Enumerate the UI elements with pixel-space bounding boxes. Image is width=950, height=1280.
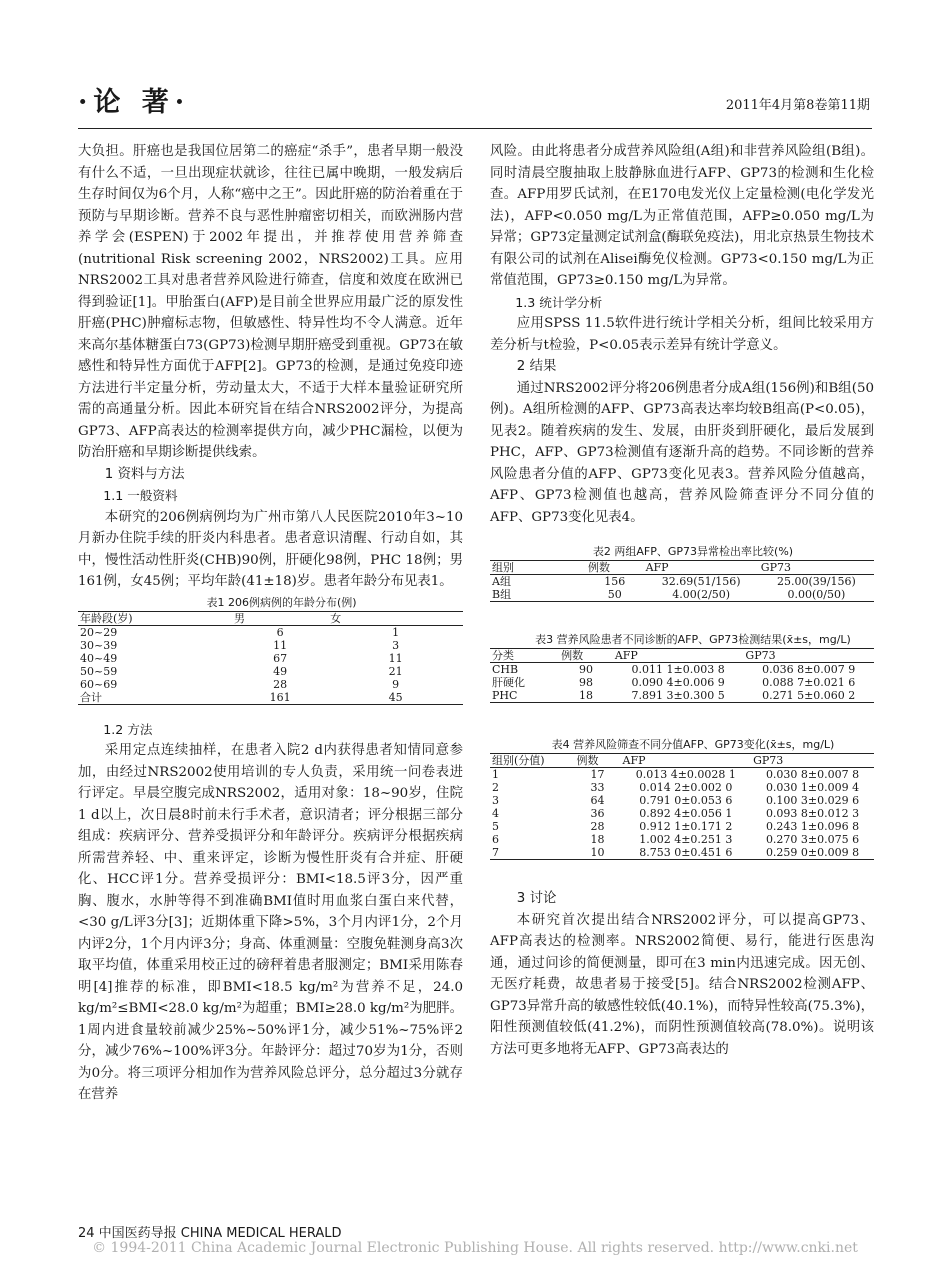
table-2-grid	[490, 560, 874, 602]
table-cell: 98	[578, 676, 593, 689]
table-cell: 161	[232, 691, 328, 705]
col-header: 例数	[574, 754, 620, 768]
table-cell: 49	[273, 664, 288, 678]
table-cell: 0.259 0±0.009 8	[751, 846, 874, 860]
table-cell: 60~69	[80, 677, 118, 691]
table-row	[490, 663, 874, 677]
table-cell: 90	[578, 663, 593, 676]
table-cell: 3	[392, 638, 400, 652]
table-cell: 17	[590, 768, 605, 781]
col-header: AFP	[621, 754, 752, 768]
table-cell: 30~39	[80, 638, 118, 652]
table-cell: 45	[328, 691, 463, 705]
table-cell: B组	[490, 588, 586, 602]
section-label: ·论 著·	[78, 87, 191, 118]
table-3-caption: 表3 营养风险患者不同诊断的AFP、GP73检测结果(x̄±s，mg/L)	[535, 633, 851, 646]
table-cell: 10	[574, 846, 620, 860]
table-cell: 18	[559, 689, 613, 703]
table-cell: 20~29	[80, 625, 118, 639]
table-cell: 0.791 0±0.053 6	[639, 794, 733, 807]
table-cell: 0.270 3±0.075 6	[765, 833, 860, 846]
table-cell: 8.753 0±0.451 6	[621, 846, 752, 860]
paragraph-statistics: 应用SPSS 11.5软件进行统计学相关分析，组间比较采用方差分析与t检验，P<0.05表示差异有统计学意义。	[490, 316, 874, 353]
col-header: 分类	[490, 649, 559, 663]
heading-general-data: 1.1 一般资料	[103, 488, 178, 503]
page-footer: 24 中国医药导报 CHINA MEDICAL HERALD	[78, 1226, 342, 1241]
table-header-row	[490, 754, 874, 768]
col-header: GP73	[743, 649, 874, 663]
table-row	[78, 691, 463, 705]
table-row	[490, 575, 874, 589]
table-cell: 0.030 1±0.009 4	[765, 781, 860, 794]
paragraph-method: 采用定点连续抽样，在患者入院2 d内获得患者知情同意参加，由经过NRS2002使用培训的专人负责，采用统一问卷表进行评定。早晨空腹完成NRS2002，适用对象：18~90岁，住院1 d以上，次日晨8时前未行手术者，意识清者；评分根据三部分组成：疾病评分、营养受损评分和年龄评分。疾病评分根据疾病所需营养轻、中、重来评定，诊断为慢性肝炎有合并症、肝硬化、HCC评1分。营养受损评分：BMI<18.5评3分，因严重胸、腹水，水肿等得不到准确BMI值时用血浆白蛋白来代替，<30 g/L评3分[3]；近期体重下降>5%，3个月内评1分，2个月内评2分，1个月内评3分；身高、体重测量：空腹免鞋测身高3次取平均值，体重采用校正过的磅秤着患者服测定；BMI采用陈春明[4]推荐的标准，即BMI<18.5 kg/m²为营养不足，24.0 kg/m²≤BMI<28.0 kg/m²为超重；BMI≥28.0 kg/m²为肥胖。1周内进食量较前减少25%~50%评1分，减少51%~75%评2分，减少76%~100%评3分。年龄评分：超过70岁为1分，否则为0分。将三项评分相加作为营养风险总评分，总分超过3分就存在营养	[78, 743, 463, 1102]
table-1-body	[78, 625, 463, 704]
table-cell: PHC	[490, 689, 559, 703]
col-header: 组别	[490, 561, 586, 575]
table-row	[490, 768, 874, 782]
table-row	[490, 846, 874, 860]
table-cell: 25.00(39/156)	[777, 575, 856, 588]
table-row	[490, 833, 874, 846]
table-cell: 4	[492, 807, 499, 820]
table-cell: 1	[492, 768, 499, 781]
table-1	[78, 595, 463, 705]
table-header-row	[490, 561, 874, 575]
col-header: GP73	[759, 561, 874, 575]
table-cell: 0.093 8±0.012 3	[765, 807, 860, 820]
table-4-grid	[490, 753, 874, 860]
table-cell: 28	[590, 820, 605, 833]
issue-info: 2011年4月第8卷第11期	[725, 98, 870, 113]
table-row	[78, 665, 463, 678]
col-header: 女	[328, 611, 463, 625]
table-cell: 1	[392, 625, 400, 639]
table-cell: 64	[590, 794, 605, 807]
table-cell: 67	[273, 651, 288, 665]
table-cell: 9	[392, 677, 400, 691]
table-cell: 32.69(51/156)	[661, 575, 741, 588]
table-cell: 6	[492, 833, 499, 846]
table-cell: 合计	[78, 691, 232, 705]
table-cell: 0.892 4±0.056 1	[639, 807, 733, 820]
table-cell: 0.271 5±0.060 2	[743, 689, 874, 703]
table-row	[490, 689, 874, 703]
table-row	[490, 676, 874, 689]
table-cell: 0.088 7±0.021 6	[762, 676, 856, 689]
table-3-grid	[490, 648, 874, 703]
col-header: 男	[232, 611, 328, 625]
table-cell: 18	[590, 833, 605, 846]
col-header: AFP	[613, 649, 744, 663]
table-row	[78, 639, 463, 652]
table-cell: 0.912 1±0.171 2	[639, 820, 733, 833]
table-row	[78, 652, 463, 665]
col-header: 组别(分值)	[490, 754, 574, 768]
table-1-caption: 表1 206例病例的年龄分布(例)	[206, 595, 357, 609]
table-cell: 肝硬化	[492, 676, 525, 689]
col-header: 例数	[586, 561, 644, 575]
table-row	[490, 794, 874, 807]
table-row	[490, 820, 874, 833]
paragraph-general-data: 本研究的206例病例均为广州市第八人民医院2010年3~10月新办住院手续的肝炎内科患者。患者意识清醒、行动自如，其中，慢性活动性肝炎(CHB)90例，肝硬化98例，PHC 18例；男161例，女45例；平均年龄(41±18)岁。患者年龄分布见表1。	[78, 509, 463, 589]
table-cell: 1.002 4±0.251 3	[639, 833, 733, 846]
heading-discussion: 3 讨论	[516, 891, 557, 906]
paragraph-intro: 大负担。肝癌也是我国位居第二的癌症“杀手”，患者早期一般没有什么不适，一旦出现症状就诊，往往已属中晚期，一般发病后生存时间仅为6个月，人称“癌中之王”。因此肝癌的防治着重在于预防与早期诊断。营养不良与恶性肿瘤密切相关，而欧洲肠内营养学会(ESPEN)于2002年提出，并推荐使用营养筛查(nutritional Risk screening 2002，NRS2002)工具。应用NRS2002工具对患者营养风险进行筛查，信度和效度在欧洲已得到验证[1]。甲胎蛋白(AFP)是目前全世界应用最广泛的原发性肝癌(PHC)肿瘤标志物，但敏感性、特异性均不令人满意。近年来高尔基体糖蛋白73(GP73)检测早期肝癌受到重视。GP73在敏感性和特异性方面优于AFP[2]。GP73的检测，是通过免疫印迹方法进行半定量分析，劳动量太大，不适于大样本量验证研究所需的高通量分析。因此本研究旨在结合NRS2002评分，为提高GP73、AFP高表达的检测率提供方向，减少PHC漏检，以便为防治肝癌和早期诊断提供线索。	[78, 144, 463, 460]
table-header-row	[490, 649, 874, 663]
heading-results: 2 结果	[516, 359, 557, 374]
heading-statistics: 1.3 统计学分析	[515, 294, 603, 310]
copyright-watermark: © 1994-2011 China Academic Journal Electronic Publishing House. All rights reserved. http://www.cnki.net	[92, 1240, 858, 1256]
heading-method: 1.2 方法	[103, 721, 153, 737]
table-cell: 50~59	[80, 664, 118, 678]
table-cell: 7	[490, 846, 574, 860]
table-cell: 0.030 8±0.007 8	[765, 768, 860, 781]
table-cell: 0.243 1±0.096 8	[765, 820, 860, 833]
table-cell: CHB	[492, 663, 519, 676]
table-cell: 2	[492, 781, 499, 794]
table-cell: 0.00(0/50)	[759, 588, 874, 602]
table-4-caption: 表4 营养风险筛查不同分值AFP、GP73变化(x̄±s，mg/L)	[551, 738, 835, 751]
table-row	[78, 678, 463, 691]
table-4	[490, 737, 874, 860]
table-cell: 6	[276, 625, 284, 639]
right-column	[490, 141, 874, 1060]
left-column	[78, 141, 463, 1106]
table-cell: 7.891 3±0.300 5	[613, 689, 744, 703]
table-cell: 5	[492, 820, 499, 833]
heading-methods: 1 资料与方法	[104, 466, 185, 482]
table-row	[490, 781, 874, 794]
table-3-body	[490, 663, 874, 703]
col-header: 年龄段(岁)	[78, 611, 232, 625]
table-cell: 50	[586, 588, 644, 602]
table-cell: 11	[273, 638, 288, 652]
table-cell: 21	[388, 664, 403, 678]
table-cell: 11	[388, 651, 403, 665]
col-header: AFP	[644, 561, 759, 575]
table-cell: 4.00(2/50)	[644, 588, 759, 602]
table-4-body	[490, 768, 874, 860]
table-2-caption: 表2 两组AFP、GP73异常检出率比较(%)	[592, 545, 794, 558]
table-2-body	[490, 575, 874, 602]
table-cell: 156	[604, 575, 626, 588]
table-cell: 36	[590, 807, 605, 820]
table-header-row	[78, 611, 463, 625]
table-cell: 33	[590, 781, 605, 794]
table-cell: 0.100 3±0.029 6	[765, 794, 860, 807]
table-cell: 0.014 2±0.002 0	[639, 781, 733, 794]
col-header: GP73	[751, 754, 874, 768]
table-cell: A组	[492, 575, 511, 588]
table-cell: 0.090 4±0.006 9	[631, 676, 725, 689]
table-cell: 0.013 4±0.0028 1	[635, 768, 736, 781]
table-row	[490, 807, 874, 820]
table-2	[490, 544, 874, 602]
table-cell: 0.011 1±0.003 8	[631, 663, 725, 676]
paragraph-method-cont: 风险。由此将患者分成营养风险组(A组)和非营养风险组(B组)。同时清晨空腹抽取上肢静脉血进行AFP、GP73的检测和生化检查。AFP用罗氏试剂，在E170电发光仪上定量检测(电化学发光法)，AFP<0.050 mg/L为正常值范围，AFP≥0.050 mg/L为异常；GP73定量测定试剂盒(酶联免疫法)，用北京热景生物技术有限公司的试剂在Alisei酶免仪检测。GP73<0.150 mg/L为正常值范围，GP73≥0.150 mg/L为异常。	[490, 144, 874, 288]
table-row	[78, 625, 463, 639]
table-3	[490, 632, 874, 703]
header-rule	[78, 128, 872, 129]
col-header: 例数	[559, 649, 613, 663]
paragraph-discussion: 本研究首次提出结合NRS2002评分，可以提高GP73、AFP高表达的检测率。NRS2002简便、易行，能进行医患沟通，通过问诊的简便测量，即可在3 min内迅速完成。因无创、无医疗耗费，故患者易于接受[5]。结合NRS2002检测AFP、GP73异常升高的敏感性较低(40.1%)，而特异性较高(75.3%)，阳性预测值较低(41.2%)，而阴性预测值较高(78.0%)。说明该方法可更多地将无AFP、GP73高表达的	[490, 912, 874, 1057]
table-cell: 3	[492, 794, 499, 807]
table-cell: 40~49	[80, 651, 118, 665]
table-cell: 0.036 8±0.007 9	[762, 663, 856, 676]
table-1-grid	[78, 611, 463, 705]
table-cell: 28	[273, 677, 288, 691]
table-row	[490, 588, 874, 602]
paragraph-results: 通过NRS2002评分将206例患者分成A组(156例)和B组(50例)。A组所检测的AFP、GP73高表达率均较B组高(P<0.05)，见表2。随着疾病的发生、发展，由肝炎到肝硬化，最后发展到PHC，AFP、GP73检测值有逐渐升高的趋势。不同诊断的营养风险患者分值的AFP、GP73变化见表3。营养风险分值越高，AFP、GP73检测值也越高，营养风险筛查评分不同分值的AFP、GP73变化见表4。	[490, 380, 874, 525]
